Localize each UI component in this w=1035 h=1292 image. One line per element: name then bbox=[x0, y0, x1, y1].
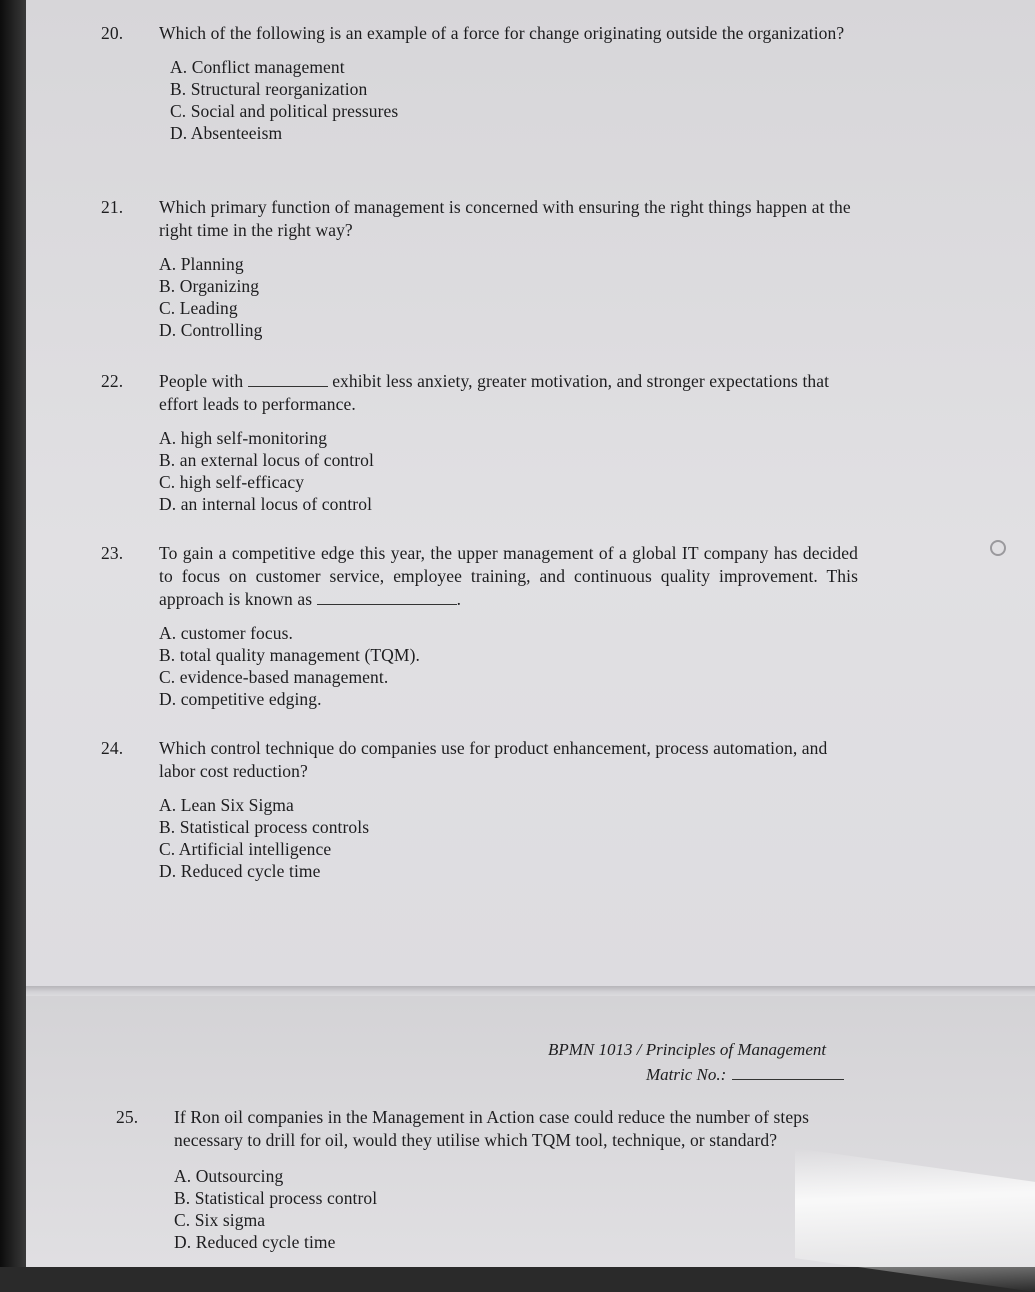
question-stem bbox=[101, 737, 858, 783]
course-title: BPMN 1013 / Principles of Management bbox=[548, 1040, 827, 1059]
option-list bbox=[159, 794, 858, 882]
option-d[interactable]: D. competitive edging. bbox=[159, 689, 322, 709]
option-a[interactable]: A. Planning bbox=[159, 254, 244, 274]
matric-blank[interactable] bbox=[732, 1079, 844, 1080]
option-a[interactable]: A. Conflict management bbox=[170, 57, 345, 77]
option-list bbox=[170, 56, 858, 144]
option-a[interactable]: A. Outsourcing bbox=[174, 1166, 284, 1186]
question-number: 23. bbox=[101, 543, 124, 563]
option-d[interactable]: D. Absenteeism bbox=[170, 123, 283, 143]
option-b[interactable]: B. Statistical process control bbox=[174, 1188, 378, 1208]
question-25 bbox=[116, 1106, 870, 1253]
question-text-before: To gain a competitive edge this year, the upper management of a global IT company has decided to focus on customer service, employee training, and continuous quality improvement. This approach is known as bbox=[159, 543, 858, 609]
question-text-after: . bbox=[456, 589, 462, 609]
question-24 bbox=[101, 737, 858, 882]
option-c[interactable]: C. Six sigma bbox=[174, 1210, 266, 1230]
answer-blank bbox=[248, 386, 328, 387]
option-list bbox=[159, 622, 858, 710]
photo-edge-shadow bbox=[0, 0, 26, 1267]
question-text: Which primary function of management is concerned with ensuring the right things happen at the right time in the right way? bbox=[159, 197, 851, 240]
page-fold bbox=[26, 986, 1035, 996]
matric-number-field bbox=[646, 1065, 844, 1085]
option-c[interactable]: C. evidence-based management. bbox=[159, 667, 389, 687]
circle-mark-icon bbox=[990, 540, 1006, 556]
question-stem bbox=[116, 1106, 870, 1152]
question-stem bbox=[101, 196, 858, 242]
question-stem bbox=[101, 542, 858, 611]
option-b[interactable]: B. total quality management (TQM). bbox=[159, 645, 420, 665]
question-text: Which of the following is an example of a force for change originating outside the organization? bbox=[159, 23, 845, 43]
option-d[interactable]: D. Reduced cycle time bbox=[159, 861, 321, 881]
question-20 bbox=[101, 22, 858, 144]
option-a[interactable]: A. customer focus. bbox=[159, 623, 293, 643]
question-21 bbox=[101, 196, 858, 341]
option-b[interactable]: B. Structural reorganization bbox=[170, 79, 368, 99]
question-stem bbox=[101, 370, 858, 416]
question-text-before: People with bbox=[159, 371, 244, 391]
option-a[interactable]: A. high self-monitoring bbox=[159, 428, 328, 448]
answer-blank bbox=[317, 604, 457, 605]
option-a[interactable]: A. Lean Six Sigma bbox=[159, 795, 294, 815]
option-d[interactable]: D. an internal locus of control bbox=[159, 494, 373, 514]
question-text: Which control technique do companies use for product enhancement, process automation, and labor cost reduction? bbox=[159, 738, 828, 781]
option-list bbox=[159, 427, 858, 515]
question-stem bbox=[101, 22, 858, 45]
option-b[interactable]: B. Organizing bbox=[159, 276, 260, 296]
option-c[interactable]: C. Leading bbox=[159, 298, 238, 318]
option-list bbox=[174, 1165, 870, 1253]
option-d[interactable]: D. Reduced cycle time bbox=[174, 1232, 336, 1252]
question-23 bbox=[101, 542, 858, 710]
question-text-after: exhibit less anxiety, greater motivation, and stronger expectations that effort leads to performance. bbox=[159, 371, 830, 414]
option-b[interactable]: B. an external locus of control bbox=[159, 450, 374, 470]
matric-label: Matric No.: bbox=[646, 1065, 727, 1084]
option-c[interactable]: C. Social and political pressures bbox=[170, 101, 399, 121]
option-b[interactable]: B. Statistical process controls bbox=[159, 817, 370, 837]
question-22 bbox=[101, 370, 858, 515]
question-text: If Ron oil companies in the Management in Action case could reduce the number of steps necessary to drill for oil, would they utilise which TQM tool, technique, or standard? bbox=[174, 1107, 810, 1150]
question-number: 24. bbox=[101, 738, 124, 758]
option-list bbox=[159, 253, 858, 341]
option-c[interactable]: C. Artificial intelligence bbox=[159, 839, 332, 859]
question-number: 20. bbox=[101, 23, 124, 43]
question-number: 21. bbox=[101, 197, 124, 217]
question-number: 25. bbox=[116, 1107, 139, 1127]
option-d[interactable]: D. Controlling bbox=[159, 320, 263, 340]
option-c[interactable]: C. high self-efficacy bbox=[159, 472, 305, 492]
question-number: 22. bbox=[101, 371, 124, 391]
